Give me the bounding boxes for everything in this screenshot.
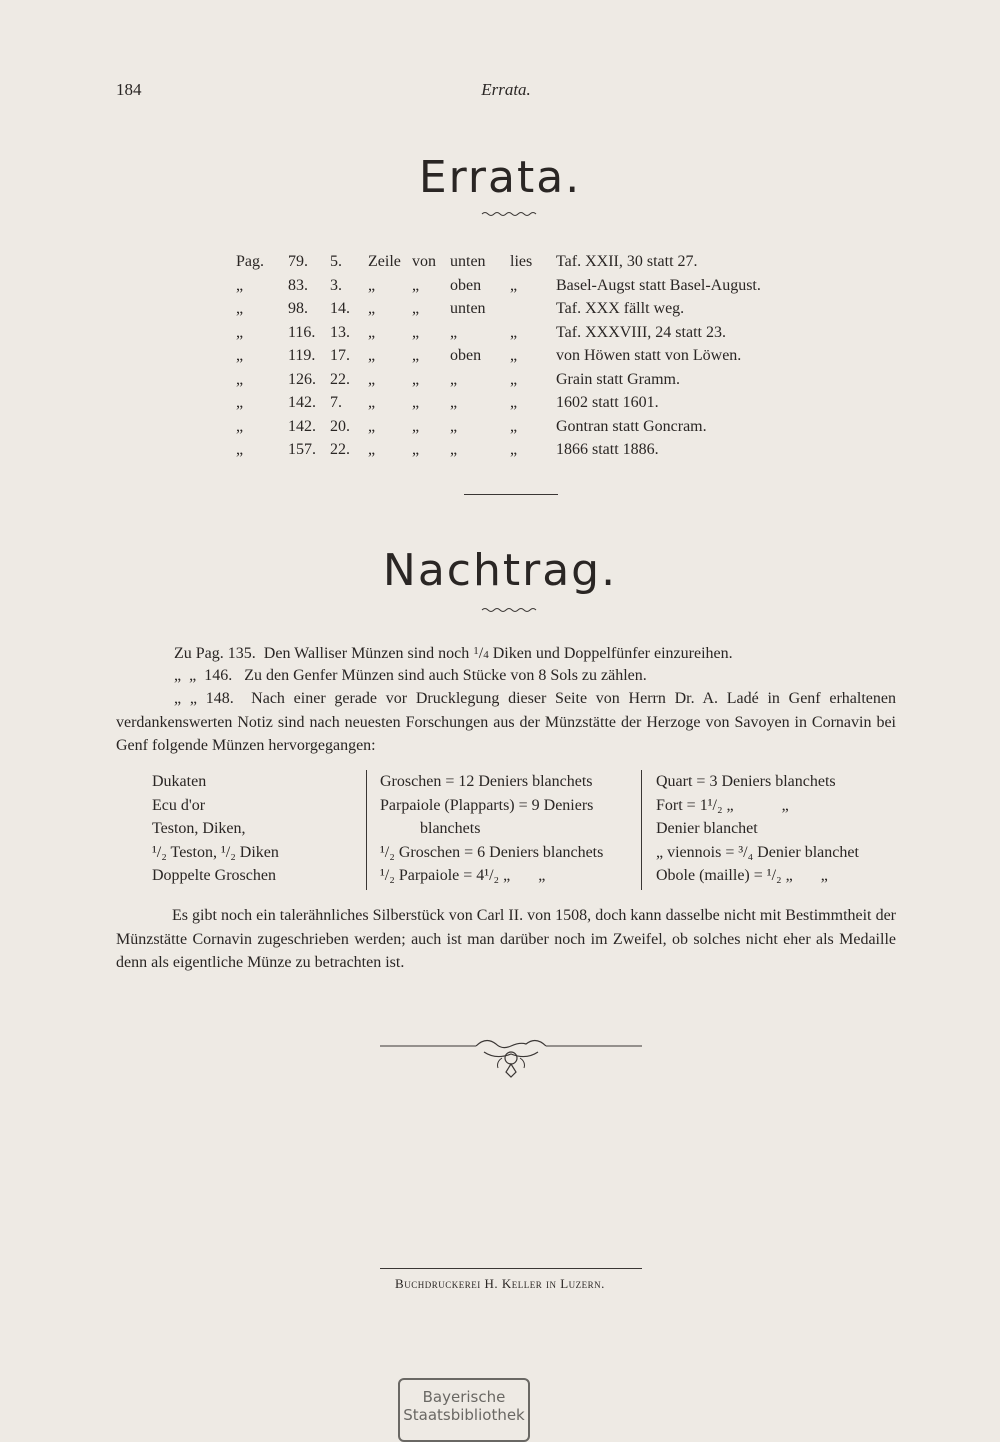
entry-text: Zu den Genfer Münzen sind auch Stücke von 8 Sols zu zählen. bbox=[244, 667, 647, 684]
errata-cell-line: 14. bbox=[330, 300, 350, 317]
errata-cell-lies: lies bbox=[510, 253, 533, 270]
errata-cell-zeile: „ bbox=[368, 300, 376, 317]
errata-cell-lies: „ bbox=[510, 370, 518, 388]
nachtrag-entry bbox=[116, 687, 896, 758]
entry-text: Diken und Doppelfünfer einzureihen. bbox=[488, 645, 733, 662]
heading-ornament bbox=[480, 210, 540, 218]
errata-cell-von: „ bbox=[412, 276, 420, 294]
errata-cell-von: „ bbox=[412, 323, 420, 341]
coin-entry: blanchets bbox=[420, 820, 481, 837]
errata-cell-pag: „ bbox=[236, 370, 244, 388]
errata-cell-pos: „ bbox=[450, 441, 458, 458]
column-divider bbox=[641, 770, 642, 890]
errata-cell-pos: „ bbox=[450, 370, 458, 388]
errata-cell-von: „ bbox=[412, 394, 420, 411]
errata-cell-pag: „ bbox=[236, 323, 244, 341]
errata-cell-zeile: „ bbox=[368, 276, 376, 294]
coin-entry: Parpaiole (Plapparts) = 9 Deniers bbox=[380, 796, 594, 814]
coin-entry: ¹/₂ Groschen = 6 Deniers blanchets bbox=[380, 843, 604, 861]
errata-cell-pag: „ bbox=[236, 276, 244, 294]
library-stamp bbox=[398, 1378, 530, 1442]
errata-cell-text: 1602 statt 1601. bbox=[556, 394, 659, 411]
errata-cell-text: Taf. XXII, 30 statt 27. bbox=[556, 253, 698, 270]
entry-text: Nach einer gerade vor Drucklegung dieser Seite von Herrn Dr. A. Ladé in Genf erhaltenen verdankenswerten Notiz sind nach neuesten Forschungen aus der Münzstätte der Herzoge von Savoyen in Cornavin bei Genf folgende Münzen hervorgegangen: bbox=[116, 690, 896, 754]
errata-cell-page: 83. bbox=[288, 276, 308, 294]
errata-row bbox=[236, 344, 761, 368]
coin-entry: Fort = 1¹/₂ „ „ bbox=[656, 796, 789, 814]
coin-entry: Groschen = 12 Deniers blanchets bbox=[380, 773, 593, 790]
coin-column-1 bbox=[152, 770, 362, 888]
errata-cell-line: 13. bbox=[330, 323, 350, 341]
errata-row bbox=[236, 274, 761, 298]
coin-entry: ¹/₂ Teston, ¹/₂ Diken bbox=[152, 843, 279, 861]
errata-cell-page: 119. bbox=[288, 347, 316, 364]
coin-column-3 bbox=[656, 770, 896, 888]
errata-cell-lies: „ bbox=[510, 417, 518, 435]
errata-cell-zeile: Zeile bbox=[368, 253, 401, 270]
page-number: 184 bbox=[116, 80, 142, 99]
errata-heading: Errata. bbox=[418, 152, 582, 203]
errata-cell-von: „ bbox=[412, 370, 420, 388]
errata-row bbox=[236, 250, 761, 274]
errata-cell-page: 116. bbox=[288, 323, 316, 341]
errata-cell-von: „ bbox=[412, 347, 420, 364]
errata-cell-zeile: „ bbox=[368, 417, 376, 435]
coin-entry: Quart = 3 Deniers blanchets bbox=[656, 773, 836, 790]
errata-cell-pos: „ bbox=[450, 417, 458, 435]
coin-entry: „ viennois = ³/₄ Denier blanchet bbox=[656, 843, 859, 861]
errata-cell-text: Taf. XXXVIII, 24 statt 23. bbox=[556, 323, 726, 341]
errata-cell-pos: oben bbox=[450, 276, 482, 294]
running-title: Errata. bbox=[481, 80, 531, 99]
errata-cell-line: 22. bbox=[330, 370, 350, 388]
coin-entry: Dukaten bbox=[152, 773, 207, 790]
footer-rule bbox=[380, 1268, 642, 1269]
coin-entry: Obole (maille) = ¹/₂ „ „ bbox=[656, 867, 828, 884]
printer-name: Buchdruckerei H. Keller in Luzern. bbox=[395, 1276, 605, 1291]
errata-cell-zeile: „ bbox=[368, 370, 376, 388]
errata-cell-line: 7. bbox=[330, 394, 342, 411]
printer-imprint bbox=[0, 1276, 1000, 1292]
errata-cell-page: 157. bbox=[288, 441, 316, 458]
errata-cell-zeile: „ bbox=[368, 347, 376, 364]
running-head bbox=[116, 80, 896, 104]
entry-ref: Zu Pag. 135. bbox=[174, 645, 256, 662]
errata-cell-line: 17. bbox=[330, 347, 350, 364]
errata-row bbox=[236, 321, 761, 345]
coin-entry: Doppelte Groschen bbox=[152, 867, 276, 884]
entry-text: Den Walliser Münzen sind noch bbox=[263, 645, 474, 662]
entry-ref: „ „ 148. bbox=[174, 690, 234, 707]
errata-cell-zeile: „ bbox=[368, 323, 376, 341]
fraction-den: 4 bbox=[483, 649, 489, 661]
errata-row bbox=[236, 391, 761, 415]
closing-paragraph: Es gibt noch ein talerähnliches Silberstück von Carl II. von 1508, doch kann dasselbe nicht mit Bestimmtheit der Münzstätte Cornavin zugeschrieben werden; auch ist man darüber noch im Zweifel, ob solches nicht eher als Medaille denn als eigentliche Münze zu betrachten ist. bbox=[116, 907, 896, 971]
column-divider bbox=[366, 770, 367, 890]
errata-cell-pag: „ bbox=[236, 394, 244, 411]
errata-cell-page: 142. bbox=[288, 394, 316, 411]
errata-cell-pag: Pag. bbox=[236, 253, 264, 270]
stamp-line: Bayerische bbox=[422, 1388, 506, 1406]
section-divider bbox=[464, 494, 558, 495]
errata-cell-pag: „ bbox=[236, 441, 244, 458]
errata-cell-page: 126. bbox=[288, 370, 316, 388]
errata-cell-line: 20. bbox=[330, 417, 350, 435]
stamp-line: Staatsbibliothek bbox=[403, 1406, 525, 1424]
errata-cell-pag: „ bbox=[236, 300, 244, 317]
errata-row bbox=[236, 415, 761, 439]
errata-cell-lies: „ bbox=[510, 323, 518, 341]
nachtrag-entry: Zu Pag. 135. Den Walliser Münzen sind noch $^1$/4 Diken und Doppelfünfer einzureihen. bbox=[174, 645, 733, 662]
errata-cell-pos: unten bbox=[450, 253, 486, 270]
coin-entry: Ecu d'or bbox=[152, 796, 206, 814]
entry-ref: „ „ 146. bbox=[174, 667, 233, 684]
errata-cell-text: 1866 statt 1886. bbox=[556, 441, 659, 458]
errata-cell-pos: „ bbox=[450, 394, 458, 411]
nachtrag-entry bbox=[174, 664, 894, 688]
errata-cell-pos: „ bbox=[450, 323, 458, 341]
errata-cell-page: 142. bbox=[288, 417, 316, 435]
nachtrag-heading: Nachtrag. bbox=[382, 545, 618, 596]
coin-entry: ¹/₂ Parpaiole = 4¹/₂ „ „ bbox=[380, 867, 546, 884]
errata-cell-text: Gontran statt Goncram. bbox=[556, 417, 707, 435]
errata-cell-zeile: „ bbox=[368, 441, 376, 458]
errata-cell-text: Grain statt Gramm. bbox=[556, 370, 680, 388]
errata-table bbox=[236, 250, 761, 462]
errata-cell-von: von bbox=[412, 253, 436, 270]
errata-row bbox=[236, 368, 761, 392]
errata-row bbox=[236, 297, 761, 321]
errata-cell-von: „ bbox=[412, 417, 420, 435]
errata-cell-lies: „ bbox=[510, 394, 518, 411]
errata-cell-von: „ bbox=[412, 441, 420, 458]
errata-row bbox=[236, 438, 761, 462]
errata-cell-text: Basel-Augst statt Basel-August. bbox=[556, 276, 761, 294]
tailpiece-ornament bbox=[380, 1028, 642, 1088]
errata-cell-text: Taf. XXX fällt weg. bbox=[556, 300, 685, 317]
errata-cell-line: 5. bbox=[330, 253, 342, 270]
errata-cell-lies: „ bbox=[510, 441, 518, 458]
errata-cell-pos: oben bbox=[450, 347, 482, 364]
coin-column-2 bbox=[380, 770, 638, 888]
errata-cell-lies: „ bbox=[510, 347, 518, 364]
errata-cell-pag: „ bbox=[236, 417, 244, 435]
errata-cell-lies bbox=[510, 297, 554, 321]
fraction-num: 1 bbox=[473, 645, 479, 657]
errata-cell-pag: „ bbox=[236, 347, 244, 364]
errata-cell-zeile: „ bbox=[368, 394, 376, 411]
errata-cell-line: 22. bbox=[330, 441, 350, 458]
errata-cell-von: „ bbox=[412, 300, 420, 317]
errata-cell-page: 79. bbox=[288, 253, 308, 270]
coin-entry: Denier blanchet bbox=[656, 820, 758, 837]
heading-ornament bbox=[480, 606, 540, 614]
coin-entry: Teston, Diken, bbox=[152, 820, 246, 837]
errata-cell-pos: unten bbox=[450, 300, 486, 317]
errata-cell-lies: „ bbox=[510, 276, 518, 294]
errata-cell-line: 3. bbox=[330, 276, 342, 294]
errata-cell-text: von Höwen statt von Löwen. bbox=[556, 347, 742, 364]
errata-cell-page: 98. bbox=[288, 300, 308, 317]
